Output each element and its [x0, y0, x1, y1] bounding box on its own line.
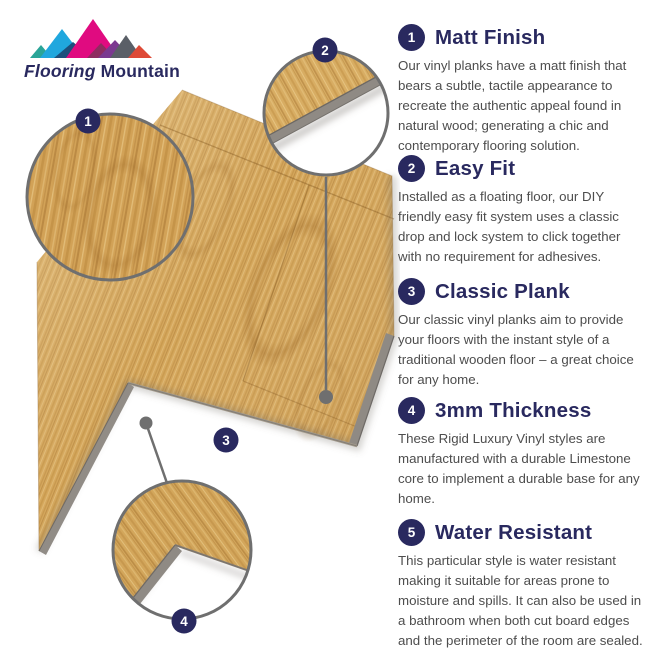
feature-item-classic-plank	[398, 278, 646, 390]
svg-text:2: 2	[321, 43, 329, 58]
callout-badge-2	[313, 38, 338, 63]
callout-badge-1	[76, 109, 101, 134]
feature-description: These Rigid Luxury Vinyl styles are manufactured with a durable Limestone core to implement a durable base for any home.	[398, 431, 640, 506]
feature-item-water-resistant	[398, 519, 646, 650]
feature-item-easy-fit	[398, 155, 646, 267]
svg-text:4: 4	[180, 614, 188, 629]
connector-line-4	[140, 417, 169, 487]
feature-badge-number: 5	[407, 525, 416, 540]
feature-description: Our classic vinyl planks aim to provide your floors with the instant style of a traditional wooden floor – a great choice for any home.	[398, 312, 634, 387]
svg-text:1: 1	[84, 114, 92, 129]
feature-badge-number: 3	[407, 284, 416, 299]
connector-dot-4	[140, 417, 153, 430]
feature-badge	[398, 24, 425, 51]
feature-title: 3mm Thickness	[435, 398, 592, 422]
connector-dot-2	[319, 390, 333, 404]
brand-name	[24, 61, 194, 82]
brand-logo	[24, 14, 194, 82]
feature-title: Classic Plank	[435, 279, 570, 303]
feature-item-3mm-thickness	[398, 397, 646, 509]
feature-title: Water Resistant	[435, 520, 593, 544]
feature-title: Matt Finish	[435, 25, 546, 49]
brand-name-flooring: Flooring	[24, 61, 96, 81]
feature-description: Our vinyl planks have a matt finish that bears a subtle, tactile appearance to recreate the authentic appeal found in natural wood; generating a chic and contemporary flooring solution.	[398, 58, 627, 153]
feature-description: Installed as a floating floor, our DIY friendly easy fit system uses a classic drop and lock system to click together with no requirement for adhesives.	[398, 189, 621, 264]
feature-badge-number: 4	[407, 403, 416, 418]
feature-description: This particular style is water resistant making it suitable for areas prone to moisture and spills. It can also be used in a bathroom when both cut board edges and the perimeter of the room are sealed.	[398, 553, 643, 648]
feature-badge-number: 2	[407, 161, 416, 176]
feature-title: Easy Fit	[435, 156, 516, 180]
callout-badge-3	[214, 428, 239, 453]
feature-badge-number: 1	[407, 30, 416, 45]
feature-badge	[398, 278, 425, 305]
svg-text:3: 3	[222, 433, 230, 448]
feature-item-matt-finish	[398, 24, 646, 156]
feature-badge	[398, 519, 425, 546]
callout-badge-4	[172, 609, 197, 634]
feature-badge	[398, 155, 425, 182]
feature-badge	[398, 397, 425, 424]
brand-name-mountain: Mountain	[100, 61, 180, 81]
logo-mountains-icon	[24, 14, 174, 60]
